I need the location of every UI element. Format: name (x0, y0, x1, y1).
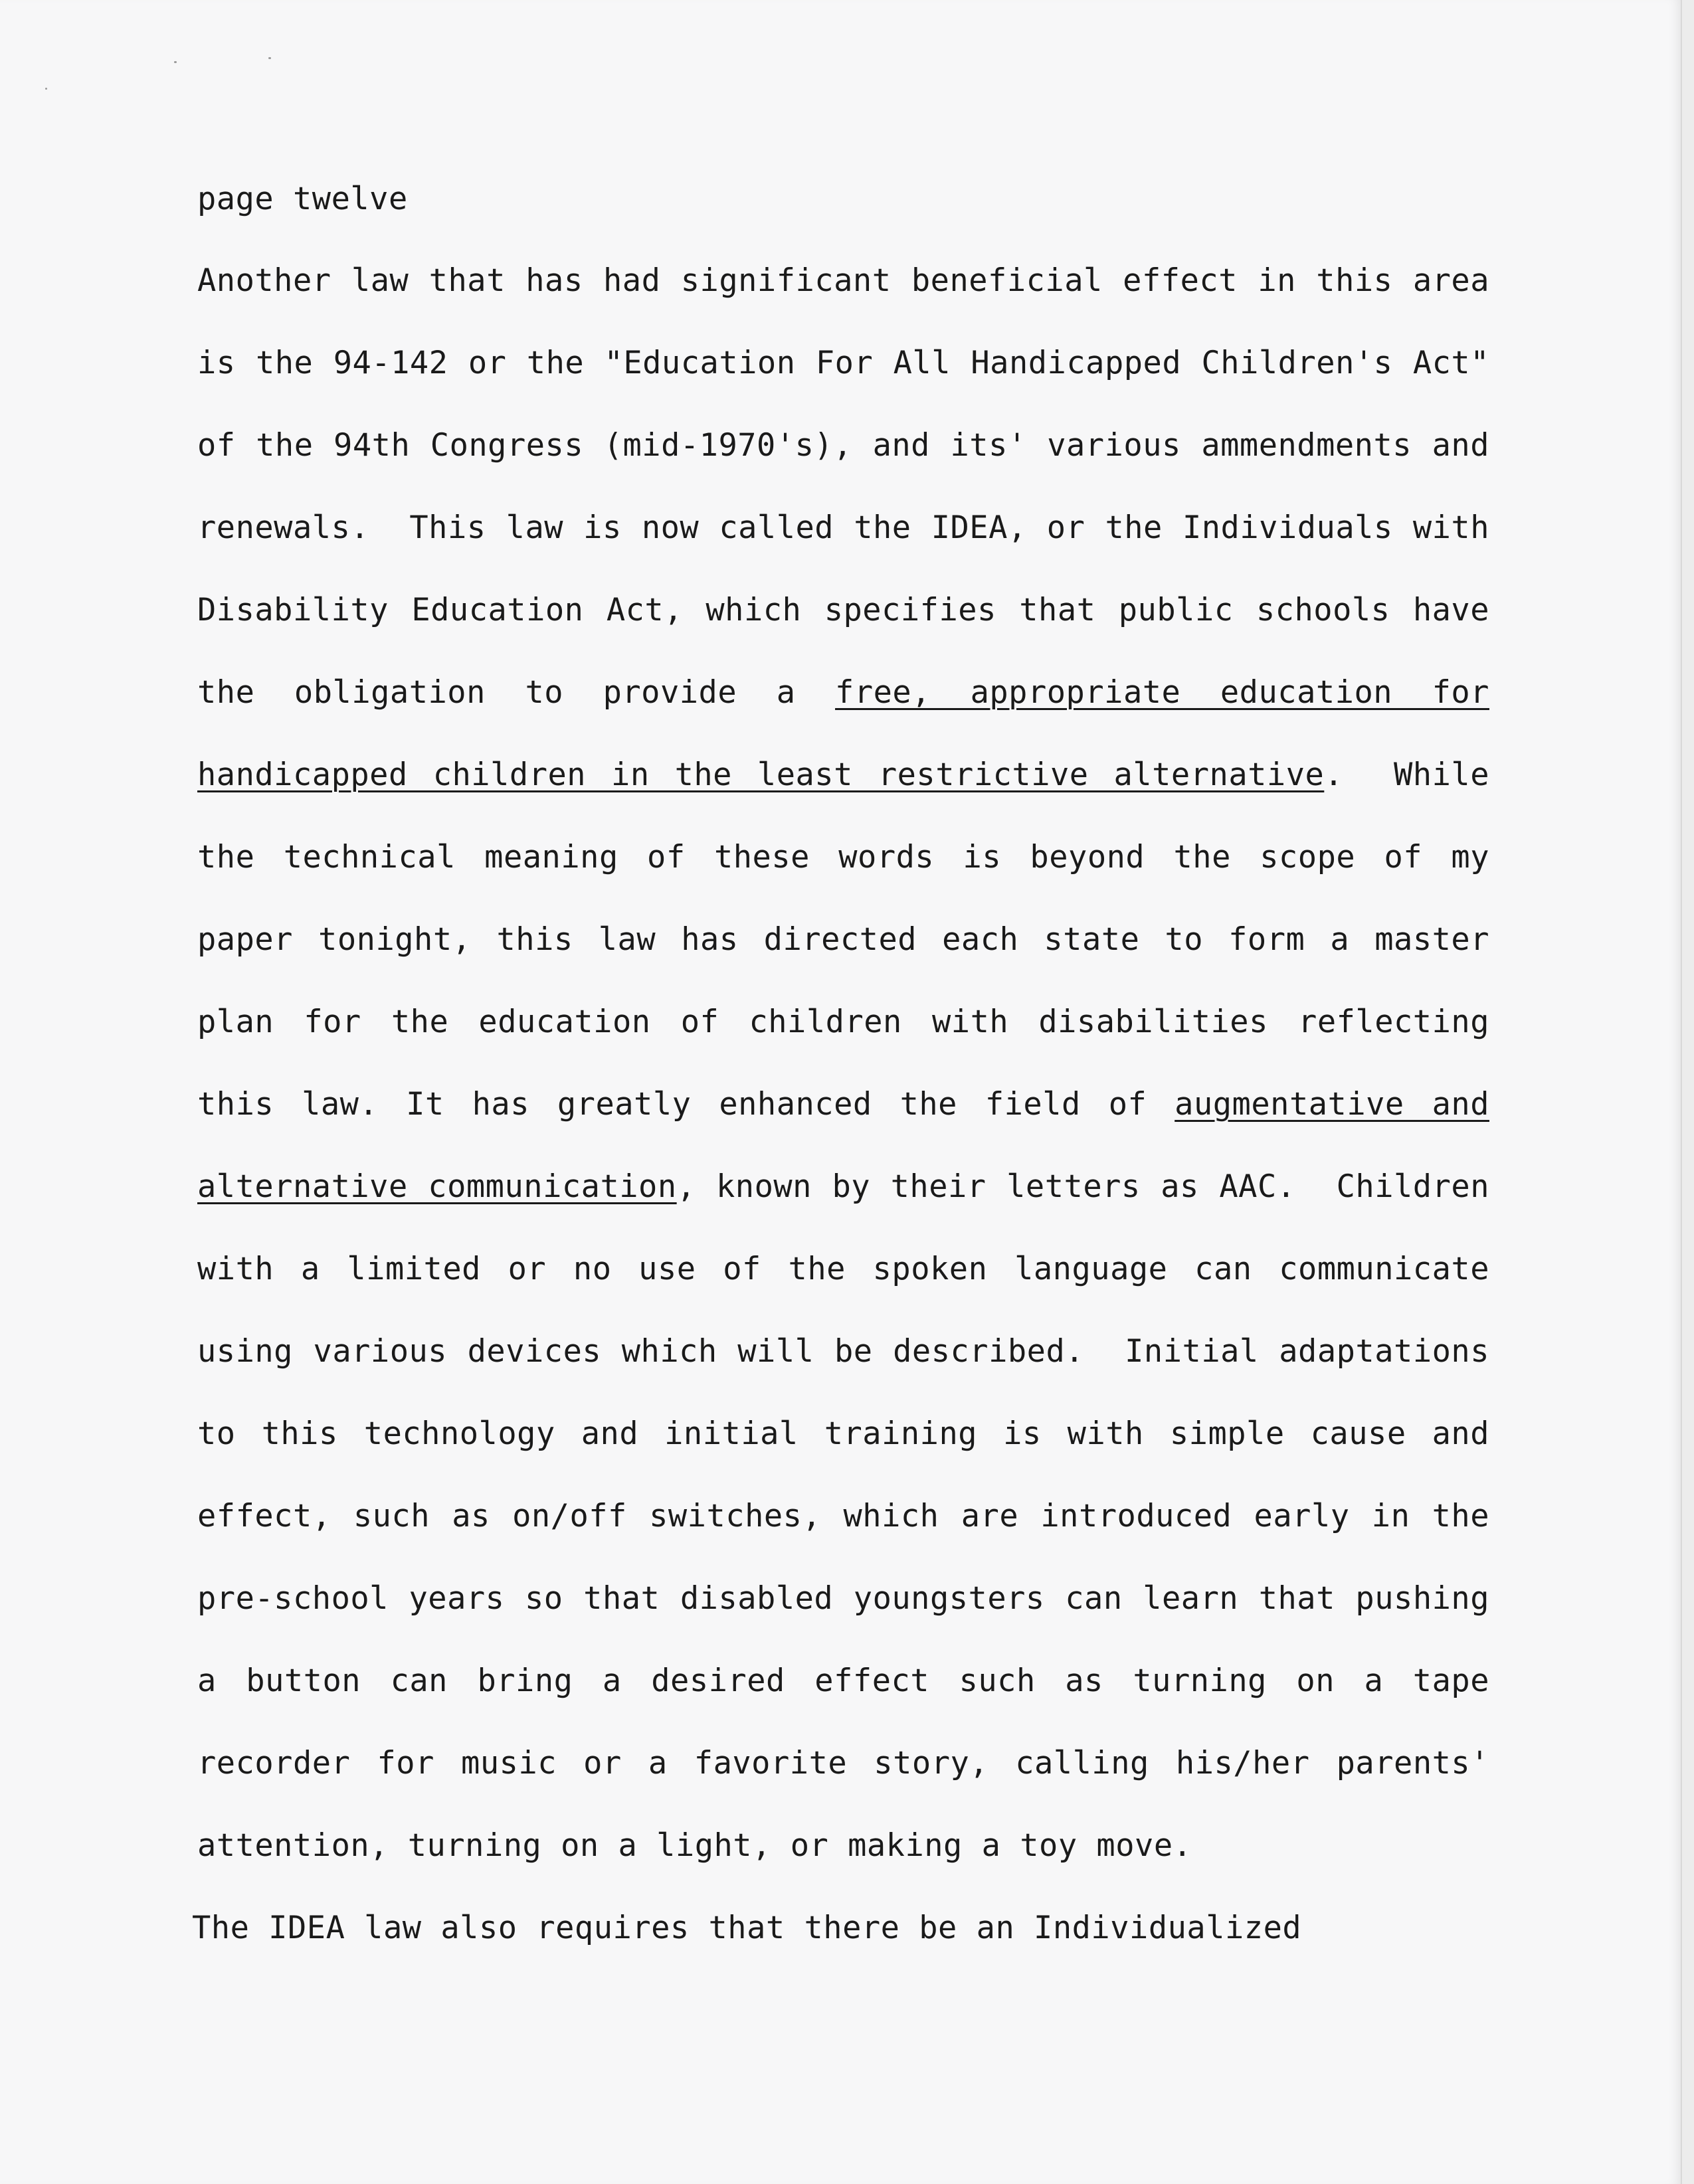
text-line: Another law that has had significant beneficial effect in this area (197, 262, 1489, 299)
text-line: of the 94th Congress (mid-1970's), and its' various ammendments and (197, 427, 1489, 464)
text-line: the technical meaning of these words is beyond the scope of my (197, 839, 1489, 875)
text-line: attention, turning on a light, or making a toy move. (197, 1827, 1192, 1864)
underlined-phrase: free, appropriate education for (835, 674, 1489, 711)
text-line: paper tonight, this law has directed each state to form a master (197, 921, 1489, 958)
text-line: to this technology and initial training is with simple cause and (197, 1415, 1489, 1452)
text-segment: the obligation to provide a (197, 674, 836, 711)
page-header: page twelve (197, 181, 408, 217)
text-line: pre-school years so that disabled youngsters can learn that pushing (197, 1580, 1489, 1617)
text-segment: this law. It has greatly enhanced the field of (197, 1086, 1175, 1123)
text-line: Disability Education Act, which specifies that public schools have (197, 592, 1489, 628)
text-line: plan for the education of children with disabilities reflecting (197, 1004, 1489, 1040)
text-line: is the 94-142 or the "Education For All Handicapped Children's Act" (197, 345, 1489, 381)
text-line: The IDEA law also requires that there be an Individualized (192, 1910, 1302, 1946)
text-line: using various devices which will be described. Initial adaptations (197, 1333, 1489, 1370)
text-line: effect, such as on/off switches, which are introduced early in the (197, 1498, 1489, 1534)
text-line: with a limited or no use of the spoken language can communicate (197, 1251, 1489, 1287)
text-line: recorder for music or a favorite story, calling his/her parents' (197, 1745, 1489, 1781)
text-line: renewals. This law is now called the IDEA, or the Individuals with (197, 509, 1489, 546)
underlined-phrase: alternative communication (197, 1168, 677, 1205)
text-segment: . While (1324, 757, 1489, 793)
scan-speck (268, 57, 271, 59)
text-line: a button can bring a desired effect such as turning on a tape (197, 1663, 1489, 1699)
text-line (197, 1167, 1489, 1207)
text-line (197, 673, 1489, 713)
text-segment: , known by their letters as AAC. Children (676, 1168, 1489, 1205)
text-line (197, 755, 1489, 795)
underlined-phrase: augmentative and (1175, 1086, 1489, 1123)
scan-speck (45, 88, 47, 90)
scan-speck (174, 61, 177, 63)
text-line (197, 1085, 1489, 1125)
underlined-phrase: handicapped children in the least restrictive alternative (197, 757, 1325, 793)
